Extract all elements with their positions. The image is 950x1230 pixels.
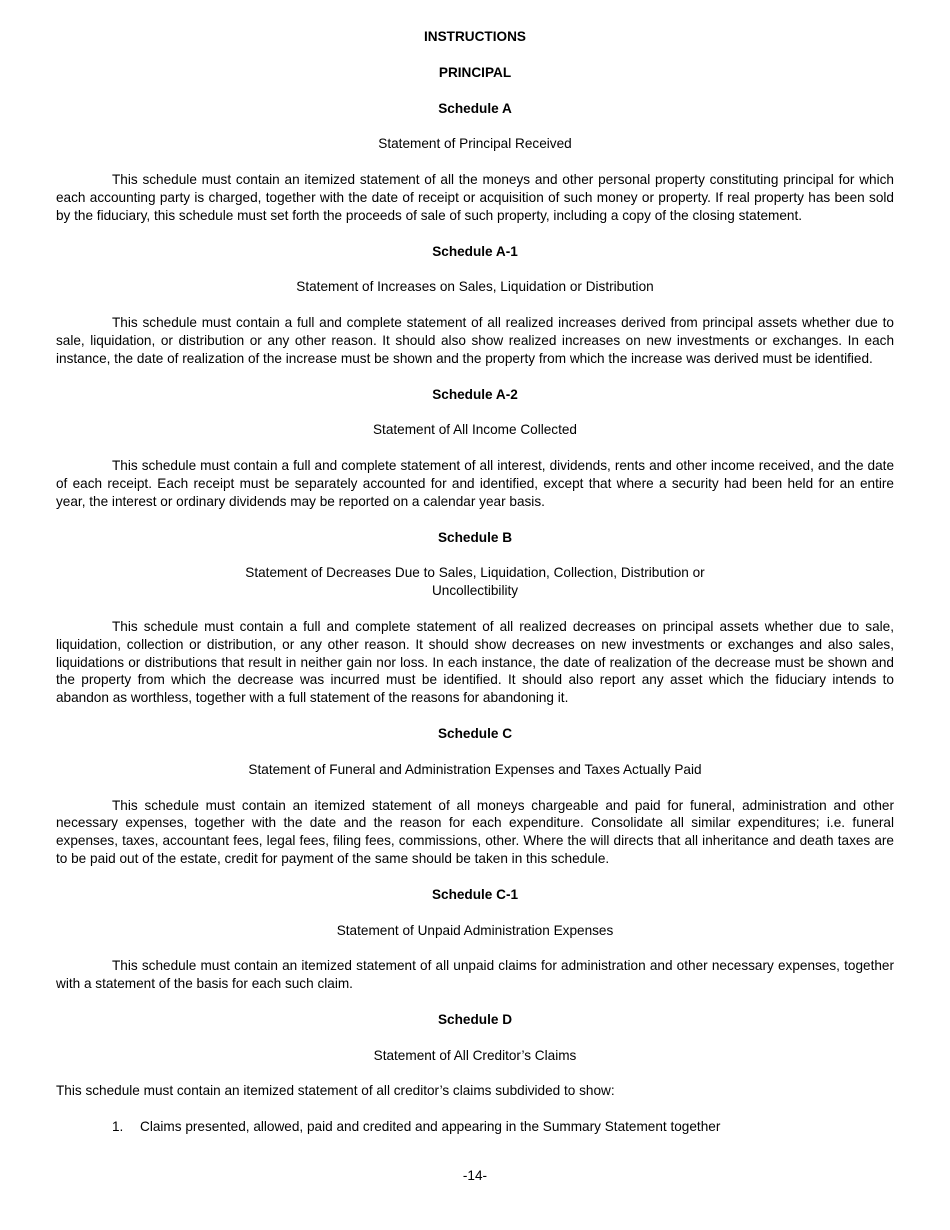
schedule-a1-subtitle: Statement of Increases on Sales, Liquidation or Distribution (296, 279, 654, 295)
schedule-b-text: This schedule must contain a full and complete statement of all realized decreases on principal assets whether due to sale, liquidation, collection or distribution, or any other reason. It should show decreases on new investments or exchanges and also sales, liquidations or distributions that result in neither gain nor loss. In each instance, the date of realization of the decrease must be shown and the property from which the decrease was incurred must be identified. It should also report any asset which the fiduciary intends to abandon as worthless, together with a full statement of the reasons for abandoning it. (56, 618, 894, 706)
schedule-d-subtitle: Statement of All Creditor’s Claims (373, 1047, 577, 1063)
list-item-number: 1. (112, 1119, 124, 1135)
document-heading: INSTRUCTIONS (424, 29, 526, 44)
schedule-a2-text: This schedule must contain a full and complete statement of all interest, dividends, rents and other income received, and the date of each receipt. Each receipt must be separately accounted for and identified, except that where a security had been held for an entire year, the interest or ordinary dividends may be reported on a calendar year basis. (56, 458, 894, 509)
schedule-a1-title: Schedule A-1 (432, 243, 518, 259)
schedule-a-subtitle: Statement of Principal Received (378, 136, 572, 152)
schedule-a2-subtitle: Statement of All Income Collected (372, 422, 577, 438)
section-heading: PRINCIPAL (438, 64, 512, 80)
schedule-a1-text: This schedule must contain a full and complete statement of all realized increases derived from principal assets whether due to sale, liquidation, or distribution or any other reason. It should also show realized increases on new investments or exchanges. In each instance, the date of realization of the increase must be shown and the property from which the increase was derived must be identified. (56, 315, 894, 366)
schedule-c-title: Schedule C (437, 725, 513, 741)
schedule-c-subtitle: Statement of Funeral and Administration Expenses and Taxes Actually Paid (248, 761, 702, 777)
schedule-a2-title: Schedule A-2 (432, 386, 518, 402)
schedule-c1-title: Schedule C-1 (431, 886, 519, 902)
schedule-a-text: This schedule must contain an itemized statement of all the moneys and other personal property constituting principal for which each accounting party is charged, together with the date of receipt or acquisition of such money or property. If real property has been sold by the fiduciary, this schedule must set forth the proceeds of sale of such property, including a copy of the closing statement. (56, 172, 894, 223)
schedule-c-text: This schedule must contain an itemized statement of all moneys chargeable and paid for funeral, administration and other necessary expenses, together with the date and the reason for each expenditure. Consolidate all similar expenditures; i.e. funeral expenses, taxes, accountant fees, legal fees, filing fees, commissions, other. Where the will directs that all inheritance and death taxes are to be paid out of the estate, credit for payment of the same should be taken in this schedule. (56, 797, 894, 866)
schedule-b-title: Schedule B (437, 529, 513, 545)
schedule-d-title: Schedule D (437, 1011, 513, 1027)
schedule-a-title: Schedule A (438, 100, 512, 116)
schedule-d-text: This schedule must contain an itemized statement of all creditor’s claims subdivided to show: (56, 1083, 615, 1099)
page-number: -14- (462, 1168, 488, 1183)
schedule-b-subtitle-line2: Uncollectibility (431, 583, 519, 599)
schedule-c1-subtitle: Statement of Unpaid Administration Expenses (336, 922, 614, 938)
schedule-b-subtitle-line1: Statement of Decreases Due to Sales, Liquidation, Collection, Distribution or (245, 565, 705, 581)
schedule-c1-text: This schedule must contain an itemized statement of all unpaid claims for administration and other necessary expenses, together with a statement of the basis for each such claim. (56, 958, 894, 992)
schedule-b-subtitle (56, 564, 894, 600)
list-item (56, 1118, 894, 1136)
list-item-text: Claims presented, allowed, paid and credited and appearing in the Summary Statement together (140, 1119, 721, 1135)
document-page (56, 28, 894, 1136)
